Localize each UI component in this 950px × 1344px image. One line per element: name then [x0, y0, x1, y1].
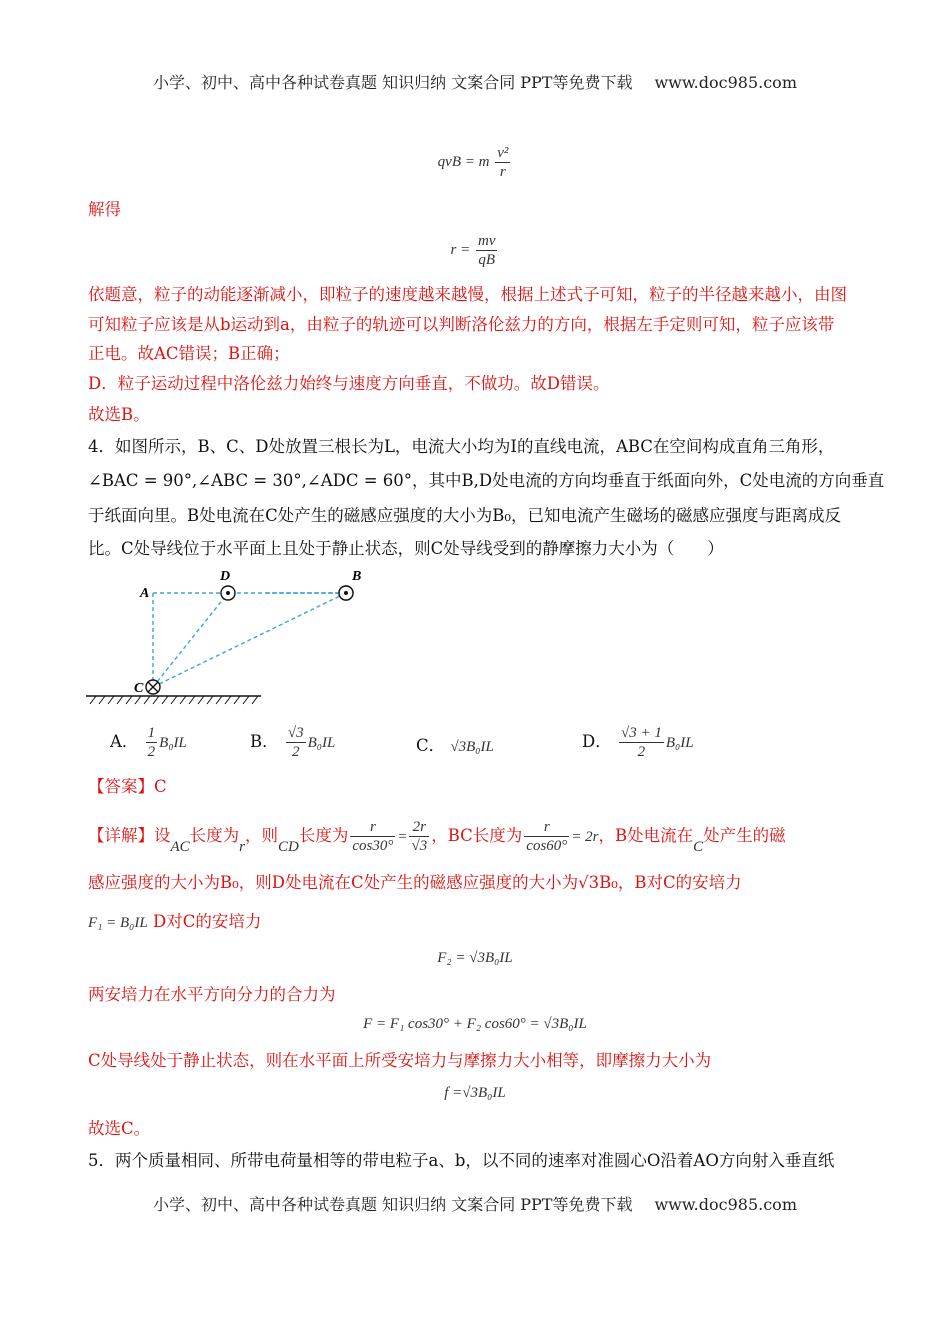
option-c-key: C．: [416, 736, 446, 755]
eq1-den: r: [499, 164, 506, 180]
equation-radius: [0, 232, 950, 269]
page-footer: [0, 1192, 950, 1215]
triangle-figure: [86, 565, 266, 705]
option-c-expr: √3B₀IL: [450, 739, 494, 755]
equation-lorentz: [0, 144, 950, 181]
t2: 长度为: [189, 826, 240, 845]
seg-AC: AC: [170, 839, 190, 855]
eq-2r: = 2r: [571, 829, 599, 845]
eq1-num: v²: [497, 145, 509, 161]
header-text: 小学、初中、高中各种试卷真题 知识归纳 文案合同 PPT等免费下载: [153, 73, 633, 92]
f3-den: cos60°: [526, 838, 568, 854]
eq-F1: F₁ = B₀IL: [88, 915, 148, 931]
q4-line1: 4．如图所示，B、C、D处放置三根长为L，电流大小均为I的直线电流，ABC在空间构成直角三角形，: [88, 437, 835, 456]
option-d[interactable]: [582, 724, 694, 761]
f2-den: √3: [411, 838, 428, 854]
option-a-num: 1: [147, 725, 156, 741]
option-d-key: D．: [582, 732, 612, 751]
current-out-of-page-icon: [221, 586, 235, 600]
detail-line6: 故选C。: [88, 1119, 151, 1138]
eq-sign: =: [397, 829, 408, 845]
option-a-den: 2: [147, 744, 156, 760]
eq1-lhs: qvB = m: [437, 153, 490, 170]
label-B: B: [352, 569, 362, 584]
option-a[interactable]: [110, 724, 187, 761]
option-b-den: 2: [292, 744, 300, 760]
current-into-page-icon: [146, 680, 160, 694]
option-b-num: √3: [287, 725, 304, 741]
seg-CD: CD: [278, 839, 299, 855]
label-D: D: [220, 569, 231, 584]
q4-line2: ∠BAC = 90°,∠ABC = 30°,∠ADC = 60°，其中B,D处电流的方向均垂直于纸面向外，C处电流的方向垂直: [88, 471, 885, 490]
var-r: r: [239, 839, 246, 855]
pt-C: C: [693, 839, 704, 855]
detail-line2: 感应强度的大小为B₀，则D处电流在C处产生的磁感应强度的大小为√3B₀，B对C的安培力: [88, 873, 742, 892]
option-d-tail: B₀IL: [665, 735, 694, 751]
detail-line4: 两安培力在水平方向分力的合力为: [88, 985, 336, 1004]
explain-line3: 正电。故AC错误；B正确；: [88, 344, 290, 363]
eq2-den: qB: [478, 252, 496, 268]
explain-line5: 故选B。: [88, 405, 150, 424]
current-out-of-page-icon: [339, 586, 353, 600]
t1: 设: [154, 826, 171, 845]
eq2-lhs: r =: [450, 241, 471, 258]
f1-den: cos30°: [352, 838, 394, 854]
footer-url: www.doc985.com: [654, 1195, 797, 1214]
detail-line3: [88, 911, 261, 934]
f2-num: 2r: [409, 818, 429, 837]
eq-F: F = F₁ cos30° + F₂ cos60° = √3B₀IL: [363, 1016, 587, 1032]
label-C: C: [134, 681, 144, 696]
detail-tag: 【详解】: [88, 826, 154, 845]
header-url: www.doc985.com: [654, 73, 797, 92]
eq2-num: mv: [477, 233, 496, 249]
q5-line1: 5．两个质量相同、所带电荷量相等的带电粒子a、b，以不同的速率对准圆心O沿着AO方向射入垂直纸: [88, 1151, 835, 1170]
t7: 处产生的磁: [703, 826, 786, 845]
q4-line3: 于纸面向里。B处电流在C处产生的磁感应强度的大小为B₀，已知电流产生磁场的磁感应强度与距离成反: [88, 506, 841, 525]
label-A: A: [140, 586, 150, 601]
triangle-figure-right: [266, 565, 362, 625]
detail-line5: C处导线处于静止状态，则在水平面上所受安培力与摩擦力大小相等，即摩擦力大小为: [88, 1051, 712, 1070]
option-d-num: √3 + 1: [620, 725, 662, 741]
f3-num: r: [524, 818, 569, 837]
eq-friction: f =√3B₀IL: [444, 1085, 506, 1101]
q4-line4: 比。C处导线位于水平面上且处于静止状态，则C处导线受到的静摩擦力大小为（ ）: [88, 539, 724, 558]
solve-label: 解得: [88, 200, 121, 219]
option-a-key: A．: [110, 732, 139, 751]
option-a-tail: B₀IL: [159, 735, 187, 751]
option-b-key: B．: [250, 732, 279, 751]
t3: ，则: [245, 826, 279, 845]
answer: 【答案】C: [88, 777, 167, 796]
line-CD: [153, 593, 228, 687]
t6: ，B处电流在: [598, 826, 694, 845]
detail-line3-text: D对C的安培力: [152, 912, 262, 931]
detail-line1: [88, 818, 786, 855]
eq-F2: F₂ = √3B₀IL: [437, 950, 513, 966]
t5: ，BC长度为: [431, 826, 523, 845]
explain-line4: D．粒子运动过程中洛伦兹力始终与速度方向垂直，不做功。故D错误。: [88, 374, 610, 393]
option-b-tail: B₀IL: [307, 735, 336, 751]
page-header: [0, 70, 950, 93]
option-c[interactable]: [416, 732, 494, 756]
footer-text: 小学、初中、高中各种试卷真题 知识归纳 文案合同 PPT等免费下载: [153, 1195, 633, 1214]
explain-line2: 可知粒子应该是从b运动到a，由粒子的轨迹可以判断洛伦兹力的方向，根据左手定则可知，粒子应该带: [88, 315, 835, 334]
option-d-den: 2: [637, 744, 646, 760]
explain-line1: 依题意，粒子的动能逐渐减小，即粒子的速度越来越慢，根据上述式子可知，粒子的半径越来越小，由图: [88, 285, 847, 304]
ground-hatch: [90, 696, 258, 704]
option-b[interactable]: [250, 724, 335, 761]
t4: 长度为: [298, 826, 349, 845]
f1-num: r: [350, 818, 395, 837]
